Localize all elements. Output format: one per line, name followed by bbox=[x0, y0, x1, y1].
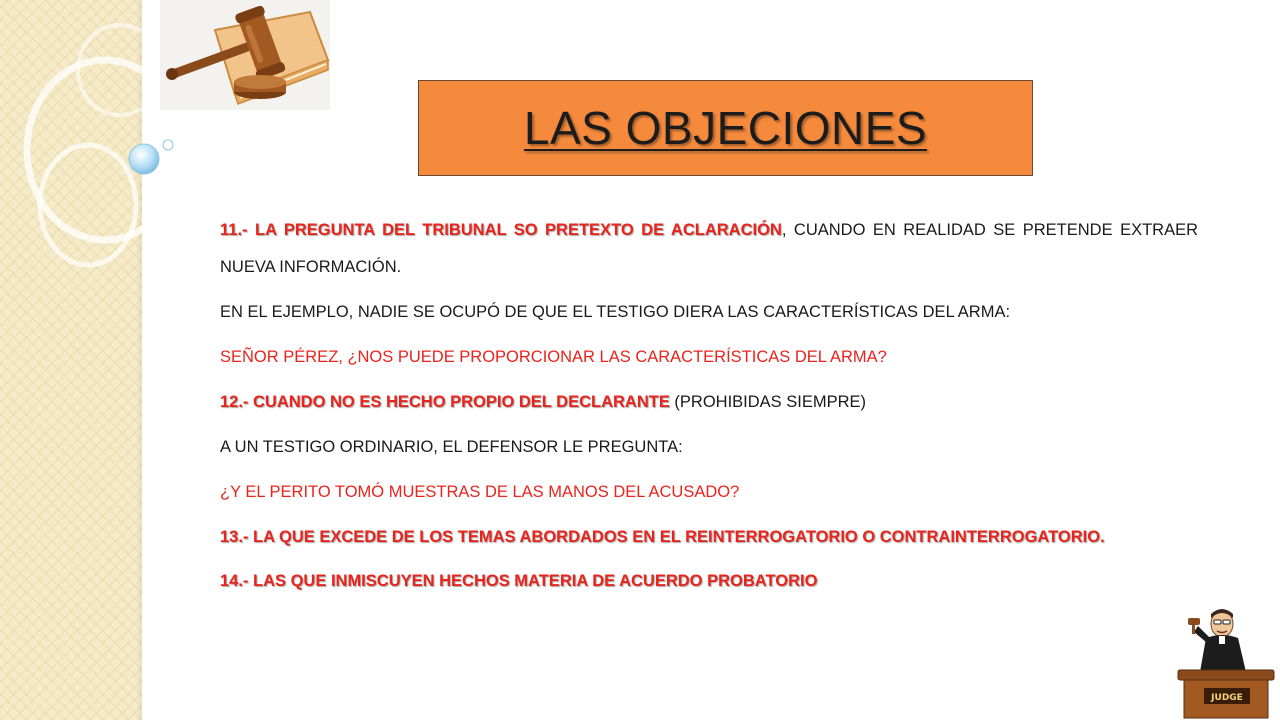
objection-12 bbox=[220, 384, 1198, 421]
slide-title: LAS OBJECIONES bbox=[523, 102, 928, 154]
example-question-12: ¿Y EL PERITO TOMÓ MUESTRAS DE LAS MANOS DEL ACUSADO? bbox=[220, 483, 740, 501]
slide-content bbox=[220, 212, 1198, 600]
gavel-icon bbox=[160, 0, 330, 110]
example-intro-11: EN EL EJEMPLO, NADIE SE OCUPÓ DE QUE EL TESTIGO DIERA LAS CARACTERÍSTICAS DEL ARMA: bbox=[220, 303, 1011, 321]
example-question-11: SEÑOR PÉREZ, ¿NOS PUEDE PROPORCIONAR LAS CARACTERÍSTICAS DEL ARMA? bbox=[220, 348, 887, 366]
judge-sign: JUDGE bbox=[1211, 693, 1243, 703]
objection-11-heading: 11.- LA PREGUNTA DEL TRIBUNAL SO PRETEXTO DE ACLARACIÓN bbox=[220, 221, 782, 239]
objection-13: 13.- LA QUE EXCEDE DE LOS TEMAS ABORDADOS EN EL REINTERROGATORIO O CONTRAINTERROGATORIO. bbox=[220, 528, 1105, 546]
objection-14: 14.- LAS QUE INMISCUYEN HECHOS MATERIA DE ACUERDO PROBATORIO bbox=[220, 572, 818, 590]
objection-11-text: , CUANDO EN REALIDAD SE PRETENDE EXTRAER NUEVA INFORMACIÓN. bbox=[220, 221, 1198, 276]
gavel-image bbox=[160, 0, 330, 110]
title-box bbox=[418, 80, 1033, 176]
objection-11 bbox=[220, 212, 1198, 286]
objection-12-text: (PROHIBIDAS SIEMPRE) bbox=[669, 393, 867, 411]
judge-icon bbox=[1176, 606, 1276, 720]
example-intro-12: A UN TESTIGO ORDINARIO, EL DEFENSOR LE PREGUNTA: bbox=[220, 438, 683, 456]
objection-12-heading: 12.- CUANDO NO ES HECHO PROPIO DEL DECLARANTE bbox=[220, 393, 670, 411]
